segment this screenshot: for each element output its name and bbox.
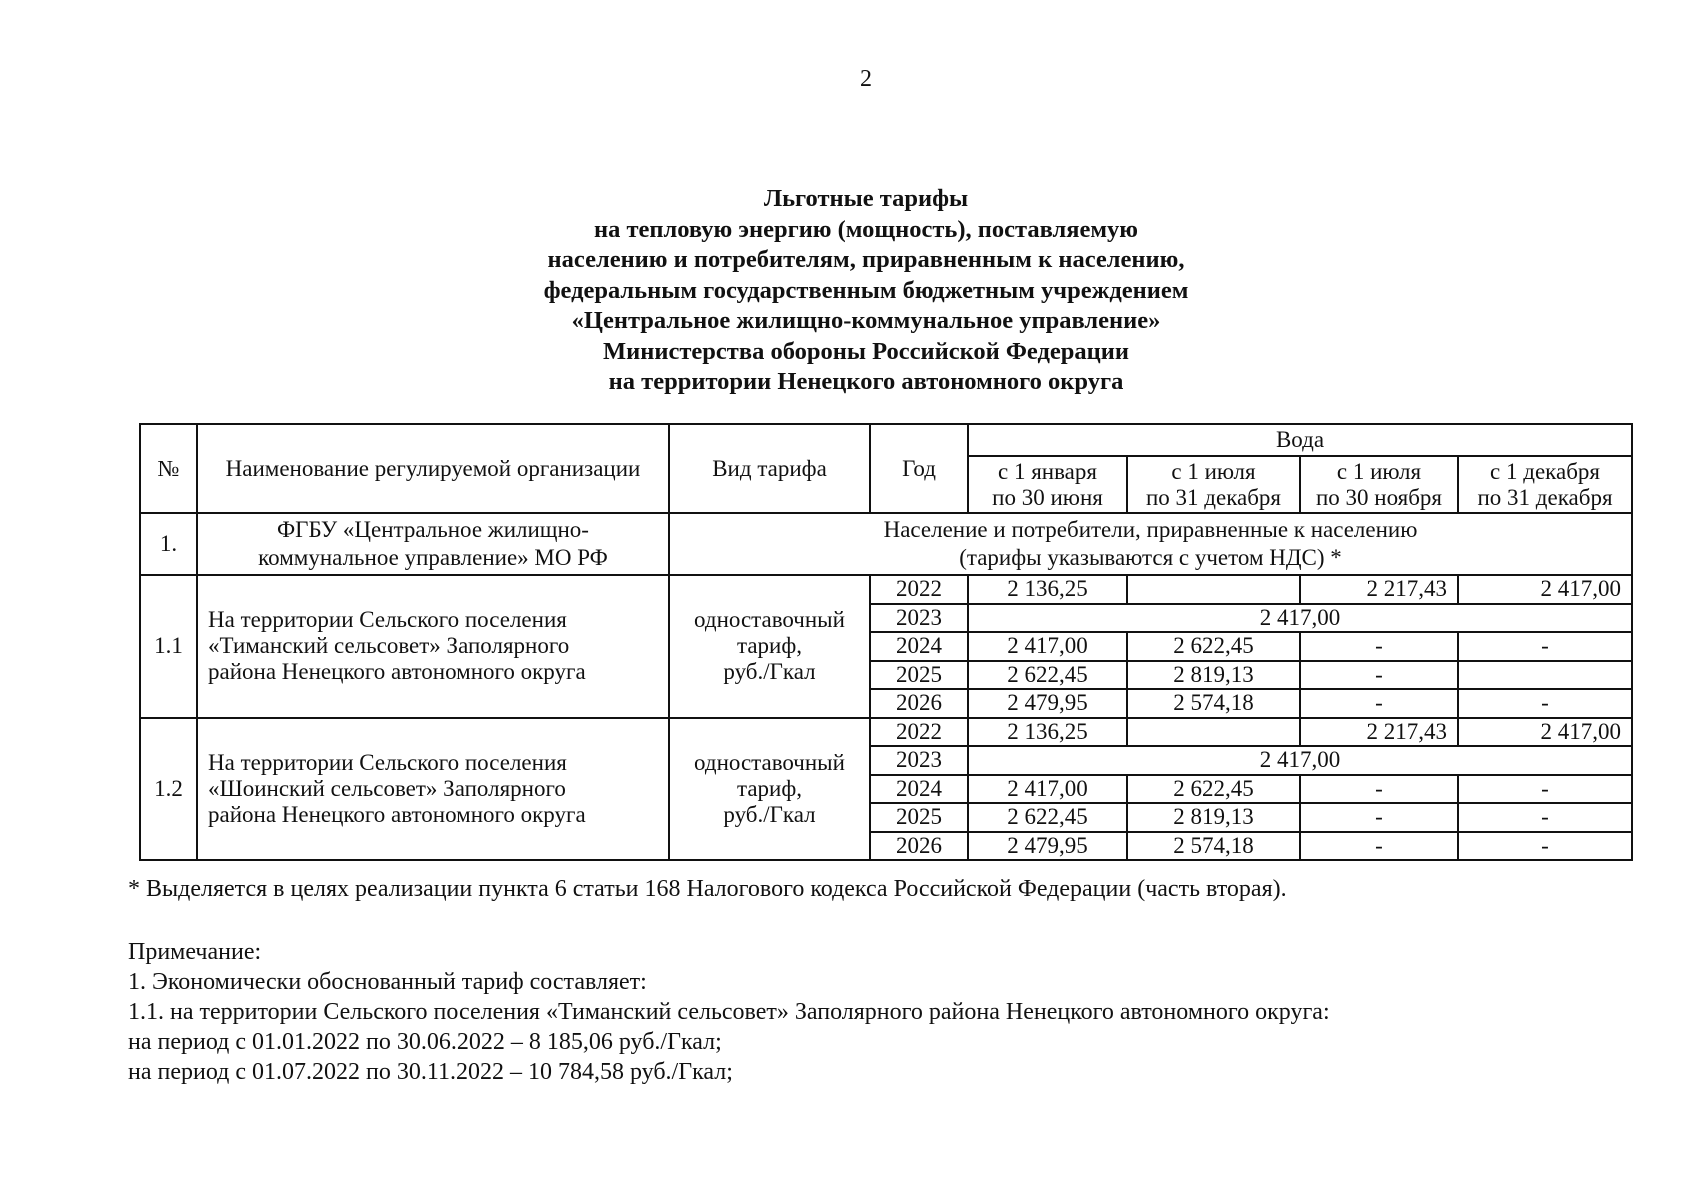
year-cell: 2026 [870,832,968,861]
notes-heading: Примечание: [128,939,262,965]
value-cell: 2 819,13 [1127,803,1300,832]
value-cell: 2 479,95 [968,689,1127,718]
notes [128,937,1330,1087]
group-tariff-type: одноставочный тариф, руб./Гкал [669,575,870,718]
value-cell: 2 622,45 [968,661,1127,690]
footnote: * Выделяется в целях реализации пункта 6 статьи 168 Налогового кодекса Российской Федерации (часть вторая). [128,876,1287,902]
group-num: 1.2 [140,718,197,861]
value-cell: 2 417,00 [1458,575,1632,604]
year-cell: 2022 [870,575,968,604]
value-cell: 2 417,00 [968,632,1127,661]
value-cell: 2 217,43 [1300,575,1458,604]
table-row [140,718,1632,747]
value-cell-merged: 2 417,00 [968,604,1632,633]
title-line: Министерства обороны Российской Федерации [603,337,1129,365]
org-category: Население и потребители, приравненные к населению (тарифы указываются с учетом НДС) * [669,513,1632,575]
group-tariff-type: одноставочный тариф, руб./Гкал [669,718,870,861]
title-line: «Центральное жилищно-коммунальное управление» [571,307,1161,334]
year-cell: 2025 [870,661,968,690]
value-cell: 2 136,25 [968,575,1127,604]
header-period: с 1 июля по 30 ноября [1300,456,1458,513]
value-cell: - [1458,689,1632,718]
year-cell: 2024 [870,775,968,804]
value-cell: - [1458,832,1632,861]
header-group: Вода [968,424,1632,456]
header-row [140,424,1632,456]
group-description: На территории Сельского поселения «Тиманский сельсовет» Заполярного района Ненецкого автономного округа [197,575,669,718]
value-cell: 2 819,13 [1127,661,1300,690]
note-line: 1. Экономически обоснованный тариф составляет: [128,969,647,995]
value-cell [1458,661,1632,690]
title-line: Льготные тарифы [763,185,969,212]
value-cell: - [1300,775,1458,804]
org-num: 1. [140,513,197,575]
header-period: с 1 июля по 31 декабря [1127,456,1300,513]
value-cell: 2 622,45 [968,803,1127,832]
value-cell: - [1300,803,1458,832]
value-cell: - [1458,632,1632,661]
value-cell: 2 574,18 [1127,832,1300,861]
note-line: на период с 01.01.2022 по 30.06.2022 – 8 185,06 руб./Гкал; [128,1029,722,1055]
page-number: 2 [860,66,872,92]
note-line: на период с 01.07.2022 по 30.11.2022 – 10 784,58 руб./Гкал; [128,1059,733,1085]
value-cell: 2 136,25 [968,718,1127,747]
header-org: Наименование регулируемой организации [197,424,669,513]
value-cell: - [1300,661,1458,690]
org-row [140,513,1632,575]
value-cell: 2 217,43 [1300,718,1458,747]
value-cell: 2 574,18 [1127,689,1300,718]
header-num: № [140,424,197,513]
tariffs-table [139,423,1633,861]
value-cell: - [1458,775,1632,804]
org-name: ФГБУ «Центральное жилищно- коммунальное управление» МО РФ [197,513,669,575]
title-line: населению и потребителям, приравненным к населению, [547,246,1185,273]
year-cell: 2026 [870,689,968,718]
value-cell: - [1300,689,1458,718]
header-period: с 1 января по 30 июня [968,456,1127,513]
value-cell: 2 622,45 [1127,632,1300,661]
header-vid: Вид тарифа [669,424,870,513]
year-cell: 2024 [870,632,968,661]
year-cell: 2023 [870,604,968,633]
value-cell [1127,718,1300,747]
value-cell: - [1300,632,1458,661]
note-line: 1.1. на территории Сельского поселения «Тиманский сельсовет» Заполярного района Ненецкого автономного округа: [128,999,1330,1025]
year-cell: 2023 [870,746,968,775]
title-line: федеральным государственным бюджетным учреждением [543,276,1189,304]
value-cell: 2 479,95 [968,832,1127,861]
value-cell: - [1458,803,1632,832]
value-cell: 2 417,00 [1458,718,1632,747]
value-cell-merged: 2 417,00 [968,746,1632,775]
table-row [140,575,1632,604]
year-cell: 2022 [870,718,968,747]
year-cell: 2025 [870,803,968,832]
value-cell: 2 622,45 [1127,775,1300,804]
title-line: на тепловую энергию (мощность), поставляемую [593,215,1139,243]
header-year: Год [870,424,968,513]
header-period: с 1 декабря по 31 декабря [1458,456,1632,513]
group-num: 1.1 [140,575,197,718]
group-description: На территории Сельского поселения «Шоинский сельсовет» Заполярного района Ненецкого автономного округа [197,718,669,861]
title-line: на территории Ненецкого автономного округа [608,368,1124,395]
value-cell: - [1300,832,1458,861]
value-cell [1127,575,1300,604]
value-cell: 2 417,00 [968,775,1127,804]
document-title [0,184,1698,398]
